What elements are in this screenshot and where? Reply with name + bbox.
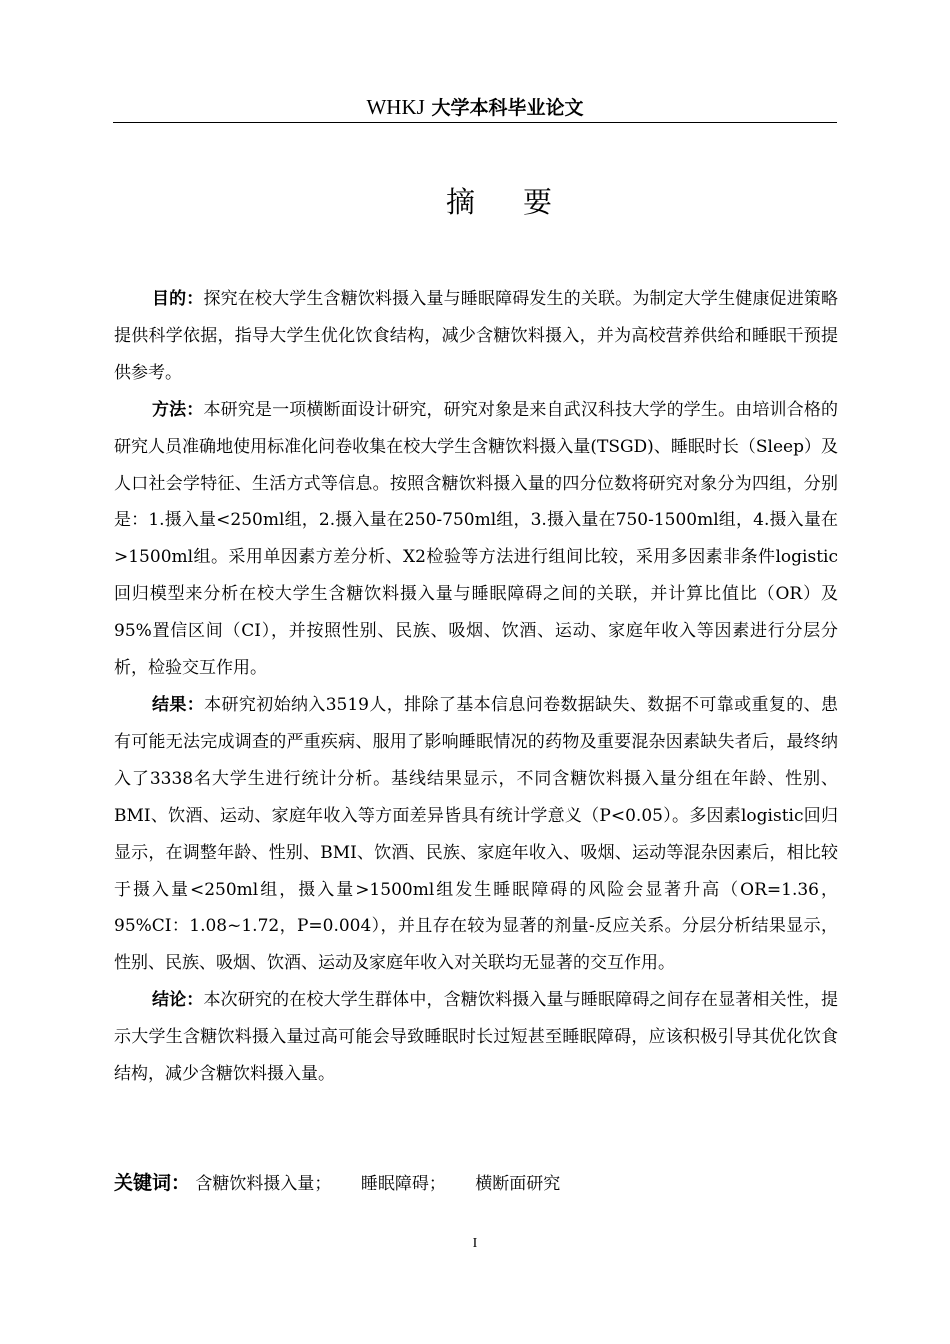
paragraph-method [114, 392, 838, 687]
header-cjk: 大学本科毕业论文 [431, 97, 584, 119]
text-result: 本研究初始纳入3519人，排除了基本信息问卷数据缺失、数据不可靠或重复的、患有可能无法完成调查的严重疾病、服用了影响睡眠情况的药物及重要混杂因素缺失者后，最终纳入了3338名大学生进行统计分析。基线结果显示，不同含糖饮料摄入量分组在年龄、性别、BMI、饮酒、运动、家庭年收入等方面差异皆具有统计学意义（P<0.05）。多因素logistic回归显示，在调整年龄、性别、BMI、饮酒、民族、家庭年收入、吸烟、运动等混杂因素后，相比较于摄入量<250ml组，摄入量>1500ml组发生睡眠障碍的风险会显著升高（OR=1.36，95%CI：1.08~1.72，P=0.004），并且存在较为显著的剂量-反应关系。分层分析结果显示，性别、民族、吸烟、饮酒、运动及家庭年收入对关联均无显著的交互作用。 [114, 694, 839, 974]
text-purpose: 探究在校大学生含糖饮料摄入量与睡眠障碍发生的关联。为制定大学生健康促进策略提供科学依据，指导大学生优化饮食结构，减少含糖饮料摄入，并为高校营养供给和睡眠干预提供参考。 [114, 289, 839, 383]
keywords-label: 关键词： [114, 1172, 191, 1194]
lead-method: 方法： [152, 399, 204, 420]
lead-result: 结果： [152, 694, 205, 715]
abstract-title: 摘要 [445, 185, 600, 219]
header-latin: WHKJ [366, 95, 425, 119]
paragraph-purpose [114, 281, 838, 392]
text-method: 本研究是一项横断面设计研究，研究对象是来自武汉科技大学的学生。由培训合格的研究人员准确地使用标准化问卷收集在校大学生含糖饮料摄入量(TSGD)、睡眠时长（Sleep）及人口社会学特征、生活方式等信息。按照含糖饮料摄入量的四分位数将研究对象分为四组，分别是：1.摄入量<250ml组，2.摄入量在250-750ml组，3.摄入量在750-1500ml组，4.摄入量在>1500ml组。采用单因素方差分析、X2检验等方法进行组间比较，采用多因素非条件logistic回归模型来分析在校大学生含糖饮料摄入量与睡眠障碍之间的关联，并计算比值比（OR）及95%置信区间（CI），并按照性别、民族、吸烟、饮酒、运动、家庭年收入等因素进行分层分析，检验交互作用。 [114, 399, 839, 679]
lead-conclusion: 结论： [152, 990, 204, 1011]
paragraph-conclusion [114, 982, 838, 1093]
keyword-item: 横断面研究 [475, 1174, 561, 1194]
page-header [113, 92, 837, 123]
keywords-line [114, 1168, 584, 1199]
lead-purpose: 目的： [152, 289, 204, 309]
paragraph-result [114, 687, 838, 982]
page-number: I [472, 1236, 478, 1251]
abstract-body [114, 281, 838, 1093]
keyword-item: 睡眠障碍； [360, 1174, 446, 1194]
keyword-item: 含糖饮料摄入量； [195, 1174, 332, 1194]
text-conclusion: 本次研究的在校大学生群体中，含糖饮料摄入量与睡眠障碍之间存在显著相关性，提示大学生含糖饮料摄入量过高可能会导致睡眠时长过短甚至睡眠障碍，应该积极引导其优化饮食结构，减少含糖饮料摄入量。 [114, 990, 839, 1085]
